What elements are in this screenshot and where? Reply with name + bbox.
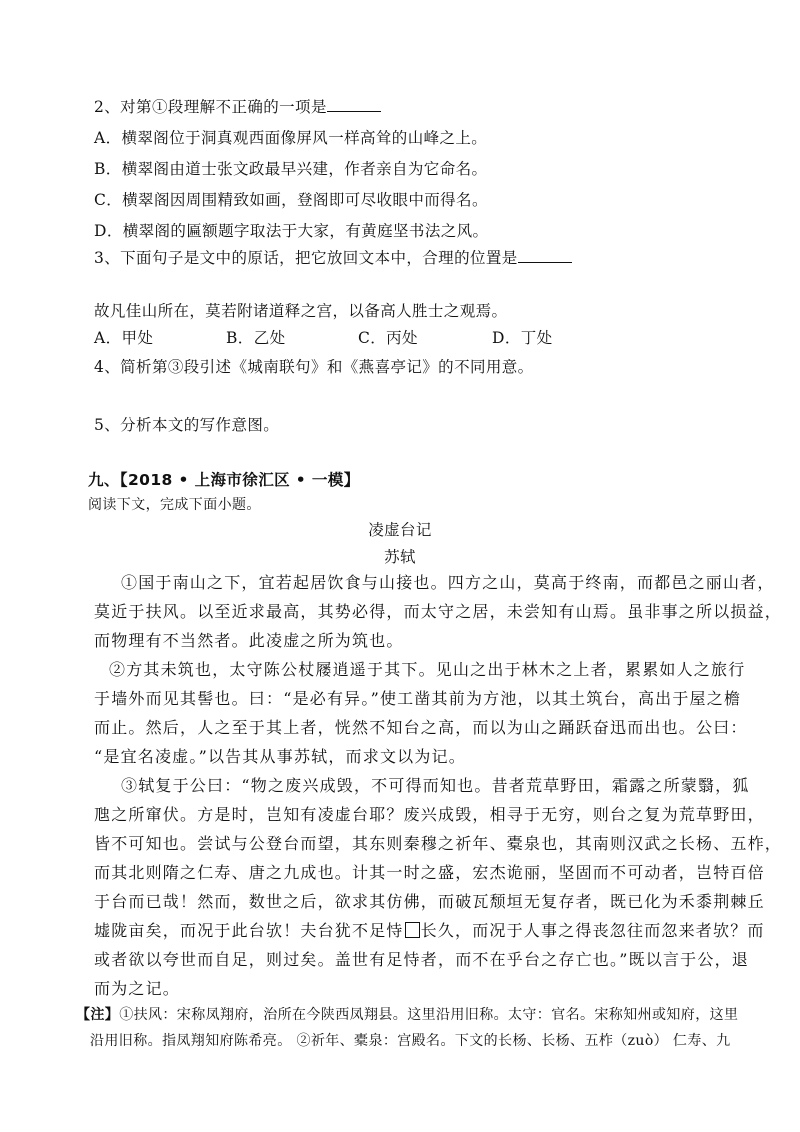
- body-line: 而为之记。: [94, 979, 181, 998]
- note-line-2: 沿用旧称。指凤翔知府陈希亮。 ②祈年、橐泉：宫殿名。下文的长杨、长杨、五柞（zuò） 仁寿、九: [90, 1033, 731, 1049]
- instruction: 阅读下文，完成下面小题。: [88, 497, 261, 513]
- question-2-stem: 2、对第①段理解不正确的一项是: [94, 98, 327, 116]
- note-label: 【注】: [76, 1007, 120, 1023]
- body-line: 于墙外而见其髻也。曰：“是必有异。”使工凿其前为方池，以其土筑台，高出于屋之檐: [94, 689, 742, 708]
- question-3: [94, 247, 572, 269]
- body-line: 而止。然后，人之至于其上者，恍然不知台之高，而以为山之踊跃奋迅而出也。公曰：: [94, 718, 748, 737]
- body-text-segment: 墟陇亩矣，而况于此台欤！夫台犹不足恃: [94, 921, 404, 940]
- body-line-with-box: [94, 920, 765, 942]
- body-line: 虺之所窜伏。方是时，岂知有凌虚台耶？废兴成毁，相寻于无穷，则台之复为荒草野田，: [94, 805, 765, 824]
- note-line-1: [76, 1004, 738, 1026]
- blank-box: [405, 922, 420, 938]
- answer-blank: [518, 248, 572, 263]
- body-line: 皆不可知也。尝试与公登台而望，其东则秦穆之祈年、橐泉也，其南则汉武之长杨、五柞，: [94, 834, 783, 853]
- question-2: [94, 96, 381, 118]
- question-3-options: [94, 327, 553, 349]
- body-line: 而其北则隋之仁寿、唐之九成也。计其一时之盛，宏杰诡丽，坚固而不可动者，岂特百倍: [94, 863, 765, 882]
- body-text-segment: 长久，而况于人事之得丧忽往而忽来者欤？而: [420, 921, 765, 940]
- question-5: 5、分析本文的写作意图。: [94, 416, 280, 434]
- question-2-option-d: D．横翠阁的匾额题字取法于大家，有黄庭坚书法之风。: [94, 222, 489, 240]
- question-2-option-a: A．横翠阁位于洞真观西面像屏风一样高耸的山峰之上。: [94, 129, 488, 147]
- question-3-option-a: A．甲处: [94, 329, 154, 347]
- body-line: 或者欲以夸世而自足，则过矣。盖世有足恃者，而不在乎台之存亡也。”既以言于公，退: [94, 950, 749, 969]
- body-line: 而物理有不当然者。此凌虚之所为筑也。: [94, 631, 404, 650]
- question-2-option-c: C．横翠阁因周围精致如画，登阁即可尽收眼中而得名。: [94, 191, 488, 209]
- question-4: 4、简析第③段引述《城南联句》和《燕喜亭记》的不同用意。: [94, 358, 534, 376]
- body-line: ②方其未筑也，太守陈公杖屦逍遥于其下。见山之出于林木之上者，累累如人之旅行: [109, 660, 746, 679]
- question-3-stem: 3、下面句子是文中的原话，把它放回文本中，合理的位置是: [94, 249, 518, 267]
- note-text: ①扶风：宋称凤翔府，治所在今陕西凤翔县。这里沿用旧称。太守：官名。宋称知州或知府，这里: [119, 1007, 739, 1023]
- body-line: ①国于南山之下，宜若起居饮食与山接也。四方之山，莫高于终南，而都邑之丽山者，: [121, 573, 775, 592]
- body-line: 于台而已哉！然而，数世之后，欲求其仿佛，而破瓦颓垣无复存者，既已化为禾黍荆棘丘: [94, 892, 765, 911]
- body-line: 莫近于扶风。以至近求最高，其势必得，而太守之居，未尝知有山焉。虽非事之所以损益，: [94, 602, 783, 621]
- section-heading: 九、【2018 • 上海市徐汇区 • 一模】: [88, 471, 360, 489]
- question-3-option-b: B．乙处: [226, 329, 286, 347]
- question-2-option-b: B．横翠阁由道士张文政最早兴建，作者亲自为它命名。: [94, 160, 488, 178]
- article-title: 凌虚台记: [368, 521, 432, 539]
- question-3-option-c: C．丙处: [358, 329, 418, 347]
- answer-blank: [327, 97, 381, 112]
- question-3-option-d: D．丁处: [492, 329, 553, 347]
- question-3-sentence: 故凡佳山所在，莫若附诸道释之宫，以备高人胜士之观焉。: [94, 302, 508, 320]
- body-line: “是宜名凌虚。”以告其从事苏轼，而求文以为记。: [94, 747, 466, 766]
- article-author: 苏轼: [384, 548, 416, 566]
- body-line: ③轼复于公曰：“物之废兴成毁，不可得而知也。昔者荒草野田，霜露之所蒙翳，狐: [121, 776, 750, 795]
